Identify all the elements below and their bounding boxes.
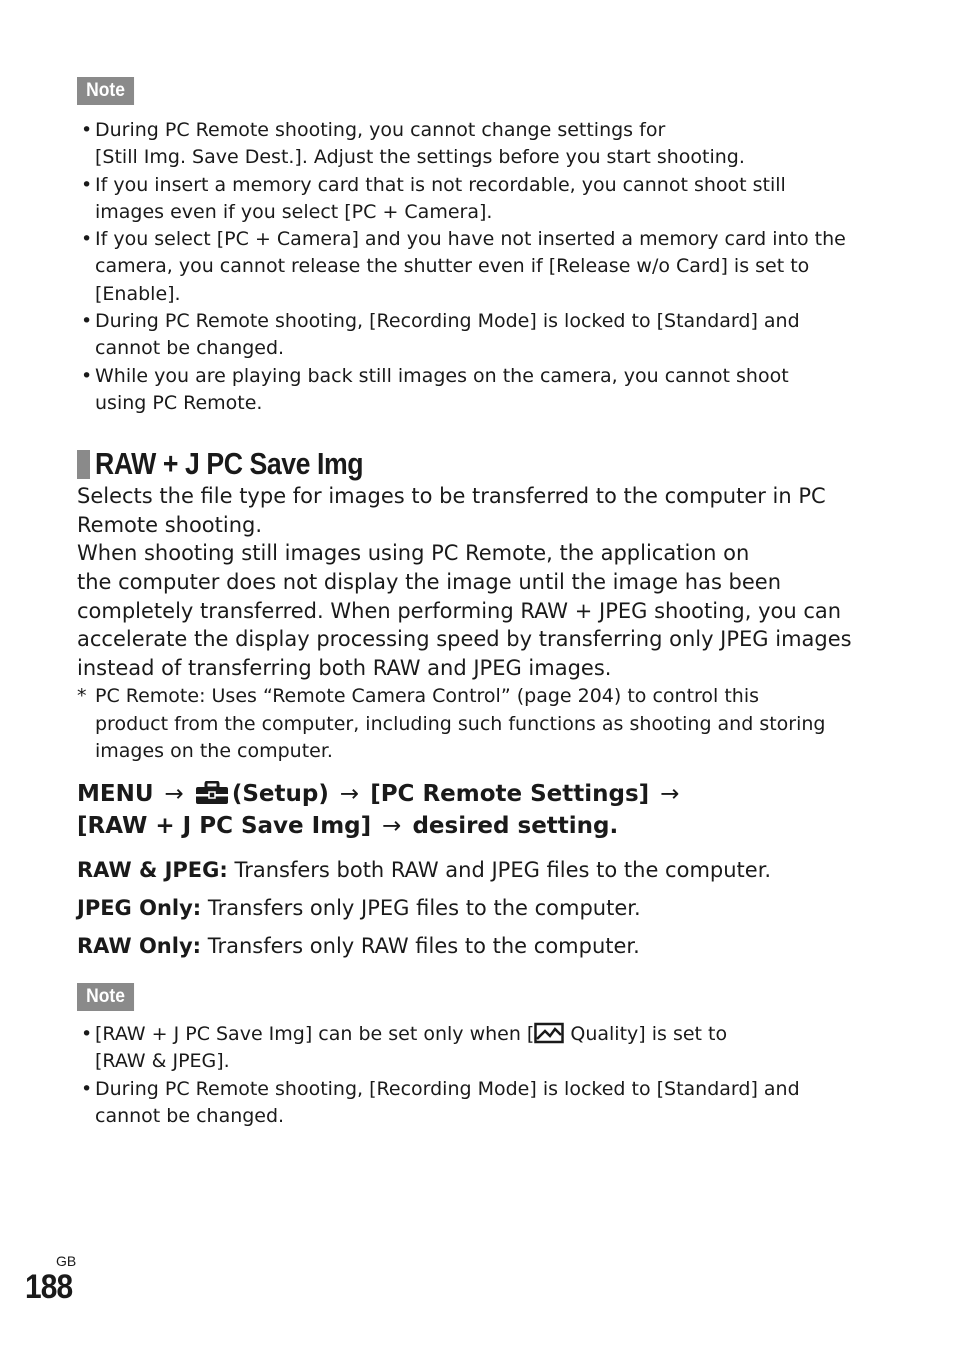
note-line: [RAW & JPEG].: [95, 1050, 230, 1073]
note-text: [RAW + J PC Save Img] can be set only when [: [95, 1023, 535, 1045]
note-line: images even if you select [PC + Camera].: [95, 200, 493, 223]
note-line: camera, you cannot release the shutter even if [Release w/o Card] is set to: [95, 255, 810, 278]
note-line: cannot be changed.: [95, 337, 285, 360]
page-number: 188: [25, 1268, 73, 1306]
option-desc: Transfers only RAW files to the computer.: [207, 934, 640, 958]
menu-label: MENU: [77, 781, 154, 807]
region-label: GB: [56, 1253, 77, 1269]
menu-setup: (Setup): [231, 781, 329, 807]
note-line: During PC Remote shooting, you cannot change settings for: [95, 119, 666, 141]
arrow: →: [660, 781, 680, 807]
section-title: [77, 447, 407, 481]
option-desc: Transfers both RAW and JPEG files to the computer.: [234, 858, 772, 882]
note-line: While you are playing back still images on the camera, you cannot shoot: [95, 364, 789, 387]
note-line: If you insert a memory card that is not recordable, you cannot shoot still: [95, 173, 786, 196]
intro-line: the computer does not display the image until the image has been: [77, 569, 782, 594]
title-bar: [77, 450, 90, 479]
note-line: cannot be changed.: [95, 1104, 285, 1127]
menu-item: [RAW + J PC Save Img]: [77, 813, 372, 839]
note-line: During PC Remote shooting, [Recording Mode] is locked to [Standard] and: [95, 1077, 800, 1100]
note-list: [80, 1021, 850, 1130]
note-badge: Note: [77, 983, 134, 1011]
intro-line: completely transferred. When performing RAW + JPEG shooting, you can: [77, 598, 842, 623]
intro-paragraph: [77, 482, 857, 540]
option-key: RAW Only:: [77, 934, 202, 958]
note-badge: Note: [77, 77, 134, 105]
arrow: →: [339, 781, 360, 807]
intro-line: Remote shooting.: [77, 512, 263, 537]
list-item: [80, 117, 850, 172]
footnote: [77, 683, 857, 766]
toolbox-icon: [195, 781, 229, 805]
footnote-text: [77, 683, 857, 766]
option-desc: Transfers only JPEG files to the computer.: [207, 896, 641, 920]
menu-pc-remote: [PC Remote Settings]: [370, 781, 650, 807]
intro-paragraph: [77, 539, 857, 683]
note-line: using PC Remote.: [95, 391, 263, 414]
note-line: [Still Img. Save Dest.]. Adjust the settings before you start shooting.: [95, 146, 745, 169]
note-line: If you select [PC + Camera] and you have not inserted a memory card into the: [95, 228, 846, 251]
option-jpeg-only: [77, 894, 877, 922]
list-item: [80, 172, 850, 227]
arrow: →: [382, 813, 402, 839]
option-raw-jpeg: [77, 856, 877, 884]
footnote-line: product from the computer, including such functions as shooting and storing: [95, 712, 826, 735]
menu-path: [77, 778, 877, 842]
list-item: [80, 1076, 850, 1131]
option-key: RAW & JPEG:: [77, 858, 228, 882]
intro-line: instead of transferring both RAW and JPEG images.: [77, 656, 612, 681]
list-item: [80, 363, 850, 418]
intro-line: accelerate the display processing speed by transferring only JPEG images: [77, 627, 852, 652]
list-item: [80, 1021, 850, 1076]
list-item: [80, 226, 850, 308]
note-text: Quality] is set to: [564, 1023, 728, 1045]
option-raw-only: [77, 932, 877, 960]
still-image-icon: [534, 1022, 564, 1044]
footnote-line: images on the computer.: [95, 740, 333, 762]
option-key: JPEG Only:: [77, 896, 202, 920]
footnote-marker: *: [77, 685, 87, 707]
footnote-line: PC Remote: Uses “Remote Camera Control” (page 204) to control this: [95, 685, 760, 707]
list-item: [80, 308, 850, 363]
note-list: [80, 117, 850, 417]
intro-line: Selects the file type for images to be transferred to the computer in PC: [77, 484, 826, 508]
intro-line: When shooting still images using PC Remote, the application on: [77, 541, 750, 565]
note-line: [Enable].: [95, 282, 181, 305]
note-line: During PC Remote shooting, [Recording Mode] is locked to [Standard] and: [95, 310, 800, 333]
section-title-text: RAW + J PC Save Img: [95, 446, 364, 481]
menu-end: desired setting.: [412, 813, 619, 839]
arrow: →: [164, 781, 184, 807]
